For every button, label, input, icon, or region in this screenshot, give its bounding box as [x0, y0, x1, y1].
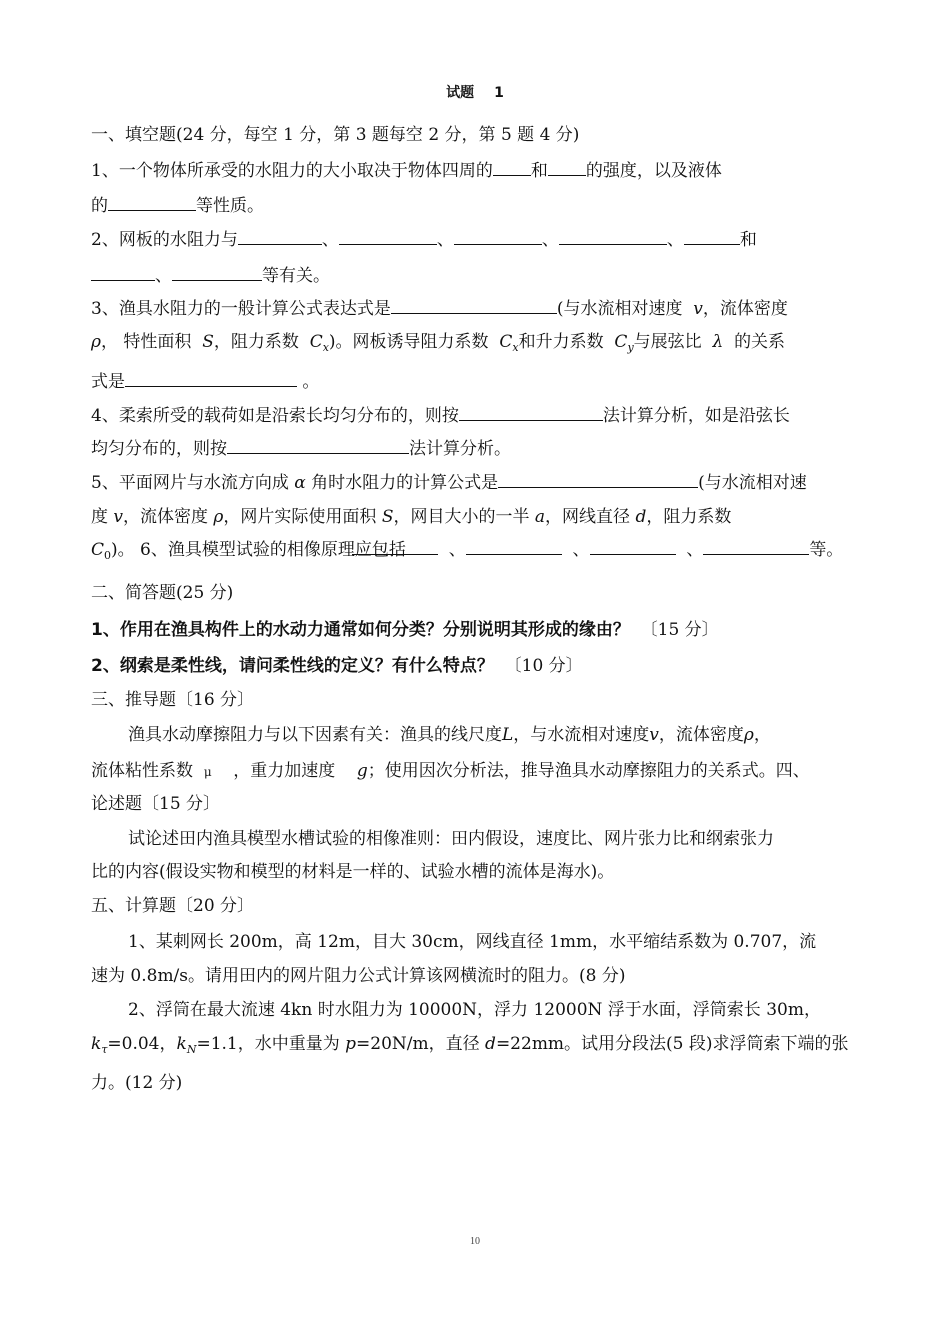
s5-q2-line2: $k_\tau=0.04$，$k_N=1.1$，水中重量为 p=20N/m，直径 d=22mm。试用分段法(5 段)求浮筒索下端的张	[91, 1034, 849, 1056]
answer-blank[interactable]	[493, 159, 531, 176]
answer-blank[interactable]	[108, 194, 196, 211]
section4-heading: 论述题〔15 分〕	[91, 794, 221, 814]
title-word: 试题	[446, 85, 475, 101]
answer-blank[interactable]	[352, 538, 438, 555]
section5-heading: 五、计算题〔20 分〕	[91, 896, 255, 916]
answer-blank[interactable]	[559, 228, 667, 245]
q1-line1: 1、一个物体所承受的水阻力的大小取决于物体四周的 和 的强度，以及液体	[91, 161, 722, 181]
s5-q1-line2: 速为 0.8m/s。请用田内的网片阻力公式计算该网横流时的阻力。(8 分)	[91, 966, 626, 986]
q2-line1: 2、网板的水阻力与 、 、 、 、 和	[91, 230, 757, 250]
page-title	[0, 82, 950, 102]
answer-blank[interactable]	[339, 228, 437, 245]
q2-line2: 、 等有关。	[91, 264, 330, 288]
s5-q2-line3: 力。(12 分)	[91, 1073, 183, 1093]
answer-blank[interactable]	[91, 264, 155, 281]
answer-blank[interactable]	[227, 437, 409, 454]
q5-line3: $C_0$)。 6、渔具模型试验的相像原理应包括 、 、 、 等。	[91, 540, 844, 562]
answer-blank[interactable]	[684, 228, 740, 245]
s5-q2-line1: 2、浮筒在最大流速 4kn 时水阻力为 10000N，浮力 12000N 浮于水面，浮筒索长 30m，	[128, 1000, 821, 1020]
s3-line1: 渔具水动摩擦阻力与以下因素有关：渔具的线尺度L，与水流相对速度v，流体密度ρ，	[128, 725, 771, 745]
s4-line1: 试论述田内渔具模型水槽试验的相像准则：田内假设，速度比、网片张力比和纲索张力	[128, 829, 774, 849]
answer-blank[interactable]	[172, 264, 262, 281]
answer-blank[interactable]	[466, 538, 562, 555]
q5-line1: 5、平面网片与水流方向成 α 角时水阻力的计算公式是 (与水流相对速	[91, 473, 807, 493]
answer-blank[interactable]	[454, 228, 542, 245]
s2-q2: 2、纲索是柔性线，请问柔性线的定义？有什么特点？ 〔10 分〕	[91, 656, 583, 676]
answer-blank[interactable]	[391, 297, 557, 314]
s5-q1-line1: 1、某刺网长 200m，高 12m，目大 30cm，网线直径 1mm，水平缩结系数为 0.707，流	[128, 932, 817, 952]
answer-blank[interactable]	[498, 471, 698, 488]
answer-blank[interactable]	[459, 404, 603, 421]
section1-heading: 一、填空题(24 分，每空 1 分，第 3 题每空 2 分，第 5 题 4 分)	[91, 125, 580, 145]
section2-heading: 二、简答题(25 分)	[91, 583, 234, 603]
answer-blank[interactable]	[548, 159, 586, 176]
s3-line2: 流体粘性系数 μ ，重力加速度 g；使用因次分析法，推导渔具水动摩擦阻力的关系式。四、	[91, 761, 810, 781]
s4-line2: 比的内容(假设实物和模型的材料是一样的、试验水槽的流体是海水)。	[91, 862, 615, 882]
q3-line2: ρ， 特性面积 S，阻力系数 $C_x$)。网板诱导阻力系数 $C_x$和升力系数 $C_y$与展弦比 λ 的关系	[91, 332, 786, 354]
s2-q1: 1、作用在渔具构件上的水动力通常如何分类？分别说明其形成的缘由？ 〔15 分〕	[91, 620, 719, 640]
answer-blank[interactable]	[590, 538, 676, 555]
answer-blank[interactable]	[703, 538, 809, 555]
q4-line1: 4、柔索所受的载荷如是沿索长均匀分布的，则按 法计算分析，如是沿弦长	[91, 406, 790, 426]
answer-blank[interactable]	[238, 228, 322, 245]
q1-line2: 的 等性质。	[91, 196, 264, 216]
q5-line2: 度 v，流体密度 ρ，网片实际使用面积 S，网目大小的一半 a，网线直径 d，阻力系数	[91, 507, 732, 527]
section3-heading: 三、推导题〔16 分〕	[91, 690, 255, 710]
q4-line2: 均匀分布的，则按 法计算分析。	[91, 439, 511, 459]
page-number: 10	[470, 1236, 480, 1247]
q3-line1: 3、渔具水阻力的一般计算公式表达式是 (与水流相对速度 v，流体密度	[91, 299, 788, 319]
q3-line3: 式是 。	[91, 372, 320, 392]
answer-blank[interactable]	[125, 370, 297, 387]
title-number: 1	[494, 85, 504, 101]
